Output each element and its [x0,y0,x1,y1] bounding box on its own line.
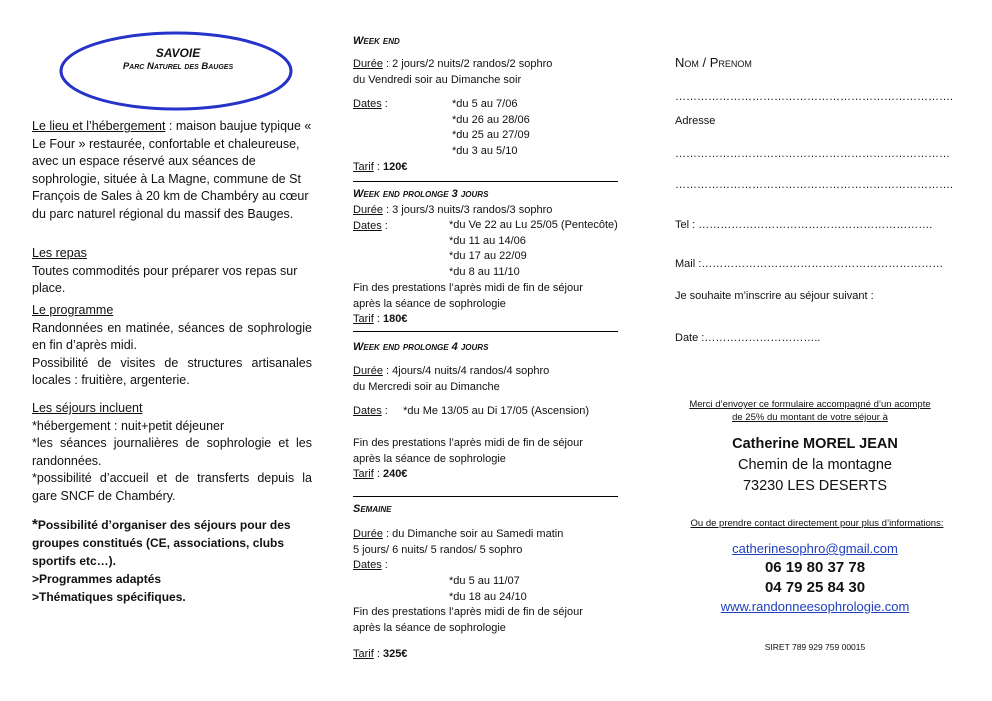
dates-label: Dates [353,98,382,110]
semaine-duree: : du Dimanche soir au Samedi matin [382,528,564,540]
repas-heading: Les repas [32,246,87,260]
merci-line-1: Merci d’envoyer ce formulaire accompagné d’un acompte [689,399,931,410]
semaine-duree-line2: 5 jours/ 6 nuits/ 5 randos/ 5 sophro [353,543,523,556]
repas-text: Toutes commodités pour préparer vos repas sur place. [32,263,298,295]
weekend3-dates [449,218,618,280]
phone-1: 06 19 80 37 78 [764,559,866,576]
semaine-body: Durée : du Dimanche soir au Samedi matin 5 jours/ 6 nuits/ 5 randos/ 5 sophro Dates : [353,528,564,571]
tarif-label: Tarif [353,161,374,173]
website-row [660,599,970,614]
groupes-text: Possibilité d’organiser des séjours pour des groupes constitués (CE, associations, clubs sportifs etc…). [32,518,291,568]
fin-line-2: après la séance de sophrologie [353,621,506,634]
contact-phones [660,558,970,598]
date-item: *du 18 au 24/10 [449,590,527,603]
contact-name: Catherine MOREL JEAN [732,436,898,452]
duree-label: Durée [353,528,383,540]
date-item: *du 5 au 7/06 [452,98,518,110]
weekend4-title: Week end prolonge 4 jours [353,341,489,353]
fin-line-1: Fin des prestations l’après midi de fin de séjour [353,606,583,618]
tarif-label: Tarif [353,648,374,660]
date-item: *du 25 au 27/09 [452,129,530,141]
nom-field-dots[interactable]: …………………………………………………………………. [675,91,954,103]
adresse-field-dots[interactable]: ………………………………………………………………… [675,148,950,160]
tel-field[interactable]: Tel : ………………………………………………………. [675,219,933,231]
divider [353,496,618,497]
duree-label: Durée [353,204,383,216]
adresse-label: Adresse [675,115,716,127]
date-item: *du 17 au 22/09 [449,250,527,262]
date-item: *du 26 au 28/06 [452,113,530,126]
dates-label: Dates [353,405,382,417]
semaine-tarif: Tarif : 325€ [353,648,408,660]
contact-note: Ou de prendre contact directement pour plus d’informations: [690,518,944,529]
weekend4-price: 240€ [382,468,408,480]
programme-section [32,302,312,390]
weekend4-duree [353,364,619,395]
date-item: *du Ve 22 au Lu 25/05 (Pentecôte) [449,219,618,231]
sejours-section [32,400,312,505]
phone-2: 04 79 25 84 30 [764,579,866,596]
weekend-tarif: Tarif : 120€ [353,161,408,173]
park-subtitle: Parc Naturel des Bauges [122,61,234,72]
mail-field[interactable]: Mail :………………………………………………………… [675,258,944,270]
date-item: *du 3 au 5/10 [452,144,518,157]
lieu-text: : maison baujue typique « Le Four » restaurée, confortable et chaleureuse, avec un espace réservé aux séances de sophrologie, située à La Magne, commune de St François de Sales à 20 km de Chambéry au cœur du parc naturel régional du massif des Bauges. [32,119,312,221]
weekend3-price: 180€ [382,313,408,325]
divider [353,181,618,182]
duree-label: Durée [353,365,383,377]
groupes-line-2: >Programmes adaptés [32,572,162,586]
weekend3-body: Durée : 3 jours/3 nuits/3 randos/3 sophro Dates : [353,204,553,232]
siret: SIRET 789 929 759 00015 [764,642,866,652]
repas-section [32,245,312,298]
region-title: SAVOIE [155,46,201,60]
oval-title-block [62,46,294,73]
weekend3-title: Week end prolonge 3 jours [353,188,489,200]
weekend-duree [353,57,619,88]
groupes-star: * [32,516,38,533]
weekend-dates-label-row: Dates : [353,98,388,110]
programme-text-2: Possibilité de visites de structures artisanales locales : fruitière, argenterie. [32,355,312,387]
weekend3-fin: Fin des prestations l’après midi de fin de séjour après la séance de sophrologie Tarif : 180€ [353,281,619,328]
website-link[interactable]: www.randonneesophrologie.com [720,599,910,614]
tarif-label: Tarif [353,468,374,480]
sejour-choice-label: Je souhaite m’inscrire au séjour suivant : [675,290,874,302]
weekend4-duree-line2: du Mercredi soir au Dimanche [353,380,500,393]
weekend4-dates: Dates : *du Me 13/05 au Di 17/05 (Ascension) [353,405,590,417]
weekend-duree-line2: du Vendredi soir au Dimanche soir [353,73,522,86]
duree-label: Durée [353,58,383,70]
sejours-item: *possibilité d’accueil et de transferts depuis la gare SNCF de Chambéry. [32,471,312,503]
nom-prenom-label: Nom / Prenom [675,55,752,70]
groupes-line-3: >Thématiques spécifiques. [32,590,186,604]
date-item: *du 5 au 11/07 [449,575,520,587]
weekend-price: 120€ [382,161,408,173]
semaine-title: Semaine [353,503,392,515]
contact-email-row [660,541,970,556]
weekend-dates [452,97,530,159]
semaine-dates [449,574,527,605]
divider [353,331,618,332]
lieu-heading: Le lieu et l’hébergement [32,119,166,133]
sejours-heading: Les séjours incluent [32,401,143,415]
dates-label: Dates [353,219,382,232]
adresse-field-dots-2[interactable]: …………………………………………………………………. [675,179,954,191]
email-link[interactable]: catherinesophro@gmail.com [732,541,898,556]
merci-note [655,398,965,424]
lieu-section [32,118,312,223]
semaine-fin [353,605,619,636]
date-item: *du Me 13/05 au Di 17/05 (Ascension) [403,405,590,417]
dates-label: Dates [353,559,382,571]
contact-street: Chemin de la montagne [738,457,892,473]
weekend-duree-value: : 2 jours/2 nuits/2 randos/2 sophro [382,58,553,70]
date-field[interactable]: Date :………………………….. [675,332,821,344]
date-item: *du 11 au 14/06 [449,234,526,247]
fin-line-1: Fin des prestations l’après midi de fin de séjour [353,437,583,449]
semaine-price: 325€ [382,648,408,660]
sejours-item: *hébergement : nuit+petit déjeuner [32,418,225,433]
groupes-section [32,516,312,606]
fin-line-2: après la séance de sophrologie [353,452,506,465]
fin-line-1: Fin des prestations l’après midi de fin de séjour [353,282,583,294]
contact-address [660,434,970,497]
contact-city: 73230 LES DESERTS [742,478,887,494]
programme-text-1: Randonnées en matinée, séances de sophrologie en fin d’après midi. [32,320,312,352]
weekend4-duree-value: : 4jours/4 nuits/4 randos/4 sophro [382,365,550,377]
merci-line-2: de 25% du montant de votre séjour à [732,412,888,423]
programme-heading: Le programme [32,303,114,317]
sejours-item: *les séances journalières de sophrologie et les randonnées. [32,436,312,468]
weekend4-fin: Fin des prestations l’après midi de fin de séjour après la séance de sophrologie Tarif : 240€ [353,436,619,483]
tarif-label: Tarif [353,313,374,325]
fin-line-2: après la séance de sophrologie [353,297,506,310]
weekend-title: Week end [353,35,400,47]
weekend3-duree: : 3 jours/3 nuits/3 randos/3 sophro [382,204,553,216]
date-item: *du 8 au 11/10 [449,265,520,278]
